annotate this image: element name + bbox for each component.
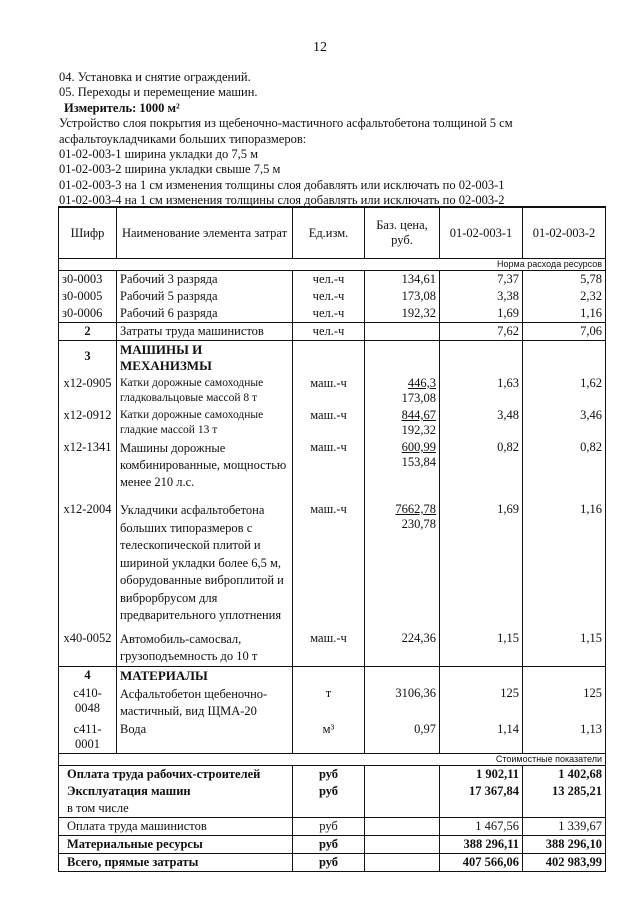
header-unit: Ед.изм. [293, 207, 365, 259]
section-row-machines [59, 341, 606, 376]
row-price [365, 439, 440, 492]
row-v1: 1,14 [440, 721, 523, 754]
variant-3: 01-02-003-3 на 1 см изменения толщины слоя добавлять или исключать по 02-003-1 [59, 177, 505, 192]
variant-4: 01-02-003-4 на 1 см изменения толщины слоя добавлять или исключать по 02-003-2 [59, 193, 505, 208]
row-v2: 1,13 [523, 721, 606, 754]
row-unit: маш.-ч [293, 626, 365, 667]
row-code: с410-0048 [59, 685, 117, 721]
resource-table [58, 206, 606, 872]
row-v2: 125 [523, 685, 606, 721]
measure-unit: Измеритель: 1000 м² [64, 100, 180, 115]
row-price [365, 492, 440, 626]
row-v1: 0,82 [440, 439, 523, 492]
section-v2: 7,06 [523, 323, 606, 341]
row-v2: 1,16 [523, 492, 606, 626]
total-row [59, 835, 606, 853]
row-code: з0-0005 [59, 288, 117, 305]
row-v1: 1,15 [440, 626, 523, 667]
row-unit: чел.-ч [293, 288, 365, 305]
row-v2: 1,62 [523, 375, 606, 407]
row-v1: 1,69 [440, 492, 523, 626]
total-row [59, 783, 606, 800]
row-name: Вода [117, 721, 293, 754]
row-v1: 3,48 [440, 407, 523, 439]
row-code: х12-2004 [59, 492, 117, 626]
table-row [59, 375, 606, 407]
row-name: Катки дорожные самоходные гладковальцовые массой 8 т [117, 375, 293, 407]
work-description-cont: асфальтоукладчиками больших типоразмеров: [59, 131, 307, 146]
row-v2: 0,82 [523, 439, 606, 492]
base-price: 844,67 [401, 408, 436, 422]
section-price-empty [365, 323, 440, 341]
total-name: Оплата труда машинистов [59, 817, 293, 835]
table-row [59, 685, 606, 721]
row-unit: маш.-ч [293, 439, 365, 492]
table-row [59, 271, 606, 289]
total-v1: 17 367,84 [440, 783, 523, 800]
row-code: с411-0001 [59, 721, 117, 754]
row-price: 134,61 [365, 271, 440, 289]
row-v1: 125 [440, 685, 523, 721]
table-row [59, 288, 606, 305]
row-price [365, 375, 440, 407]
table-header-row [59, 207, 606, 259]
table-row [59, 721, 606, 754]
header-name: Наименование элемента затрат [117, 207, 293, 259]
row-v2: 3,46 [523, 407, 606, 439]
section-row-materials [59, 666, 606, 685]
section-title: МАШИНЫ И МЕХАНИЗМЫ [117, 341, 293, 376]
table-row [59, 407, 606, 439]
table-row [59, 305, 606, 323]
intro-line-installation: 04. Установка и снятие ограждений. [59, 70, 251, 84]
row-unit: маш.-ч [293, 492, 365, 626]
work-description: Устройство слоя покрытия из щебеночно-мастичного асфальтобетона толщиной 5 см [59, 116, 513, 131]
row-v2: 1,16 [523, 305, 606, 323]
row-unit: маш.-ч [293, 407, 365, 439]
section-unit: чел.-ч [293, 323, 365, 341]
row-price [365, 407, 440, 439]
row-price: 173,08 [365, 288, 440, 305]
operator-price: 173,08 [401, 391, 436, 405]
operator-price: 153,84 [401, 455, 436, 469]
row-v1: 7,37 [440, 271, 523, 289]
row-unit: маш.-ч [293, 375, 365, 407]
row-name: Катки дорожные самоходные гладкие массой 13 т [117, 407, 293, 439]
row-name: Асфальтобетон щебеночно-мастичный, вид ЩМА-20 [117, 685, 293, 721]
section-row-operator-labor [59, 323, 606, 341]
base-price: 600,99 [401, 440, 436, 454]
total-row [59, 800, 606, 818]
row-v1: 3,38 [440, 288, 523, 305]
section-number: 2 [59, 323, 117, 341]
variant-1: 01-02-003-1 ширина укладки до 7,5 м [59, 147, 258, 162]
section-title: МАТЕРИАЛЫ [117, 666, 293, 685]
header-col2: 01-02-003-2 [523, 207, 606, 259]
cost-label-row [59, 753, 606, 765]
row-name: Рабочий 6 разряда [117, 305, 293, 323]
total-name: в том числе [59, 800, 293, 818]
total-v2: 402 983,99 [523, 853, 606, 871]
operator-price: 192,32 [401, 423, 436, 437]
table-row [59, 439, 606, 492]
norm-label-row [59, 259, 606, 271]
total-v1: 1 467,56 [440, 817, 523, 835]
page-number: 12 [313, 40, 327, 55]
row-name: Рабочий 5 разряда [117, 288, 293, 305]
row-price: 192,32 [365, 305, 440, 323]
row-v2: 1,15 [523, 626, 606, 667]
base-price: 446,3 [407, 376, 436, 390]
total-unit: руб [293, 765, 365, 783]
base-price: 7662,78 [395, 502, 436, 516]
total-unit: руб [293, 835, 365, 853]
intro-line-transitions: 05. Переходы и перемещение машин. [59, 85, 258, 100]
total-name: Эксплуатация машин [59, 783, 293, 800]
total-unit: руб [293, 817, 365, 835]
document-intro [59, 70, 604, 209]
section-number: 4 [59, 666, 117, 685]
total-unit: руб [293, 853, 365, 871]
total-row [59, 817, 606, 835]
row-code: з0-0006 [59, 305, 117, 323]
row-price: 0,97 [365, 721, 440, 754]
row-name: Машины дорожные комбинированные, мощностью менее 210 л.с. [117, 439, 293, 492]
total-v2: 1 339,67 [523, 817, 606, 835]
row-v1: 1,69 [440, 305, 523, 323]
total-name: Оплата труда рабочих-строителей [59, 765, 293, 783]
operator-price: 230,78 [401, 517, 436, 531]
row-price: 224,36 [365, 626, 440, 667]
total-row [59, 853, 606, 871]
row-code: х12-0905 [59, 375, 117, 407]
total-v1: 1 902,11 [440, 765, 523, 783]
total-unit: руб [293, 783, 365, 800]
row-name: Рабочий 3 разряда [117, 271, 293, 289]
section-number: 3 [59, 341, 117, 376]
header-col1: 01-02-003-1 [440, 207, 523, 259]
row-v1: 1,63 [440, 375, 523, 407]
total-row [59, 765, 606, 783]
total-v1: 407 566,06 [440, 853, 523, 871]
total-name: Всего, прямые затраты [59, 853, 293, 871]
header-price: Баз. цена, руб. [365, 207, 440, 259]
cost-label: Стоимостные показатели [59, 753, 606, 765]
header-code: Шифр [59, 207, 117, 259]
row-v2: 2,32 [523, 288, 606, 305]
norm-label: Норма расхода ресурсов [59, 259, 606, 271]
row-v2: 5,78 [523, 271, 606, 289]
row-code: х12-1341 [59, 439, 117, 492]
total-v2: 13 285,21 [523, 783, 606, 800]
row-unit: чел.-ч [293, 305, 365, 323]
total-v2: 388 296,10 [523, 835, 606, 853]
total-v2: 1 402,68 [523, 765, 606, 783]
section-name: Затраты труда машинистов [117, 323, 293, 341]
row-code: х12-0912 [59, 407, 117, 439]
row-name: Укладчики асфальтобетона больших типоразмеров с телескопической плитой и шириной укладки более 6,5 м, оборудованные виброплитой и виброрбрусом для предварительного уплотнения [117, 492, 293, 626]
row-unit: т [293, 685, 365, 721]
table-row [59, 492, 606, 626]
row-code: з0-0003 [59, 271, 117, 289]
total-v1: 388 296,11 [440, 835, 523, 853]
table-row [59, 626, 606, 667]
row-price: 3106,36 [365, 685, 440, 721]
variant-2: 01-02-003-2 ширина укладки свыше 7,5 м [59, 162, 281, 177]
row-unit: чел.-ч [293, 271, 365, 289]
row-code: х40-0052 [59, 626, 117, 667]
row-name: Автомобиль-самосвал, грузоподъемность до 10 т [117, 626, 293, 667]
row-unit: м³ [293, 721, 365, 754]
total-name: Материальные ресурсы [59, 835, 293, 853]
section-v1: 7,62 [440, 323, 523, 341]
